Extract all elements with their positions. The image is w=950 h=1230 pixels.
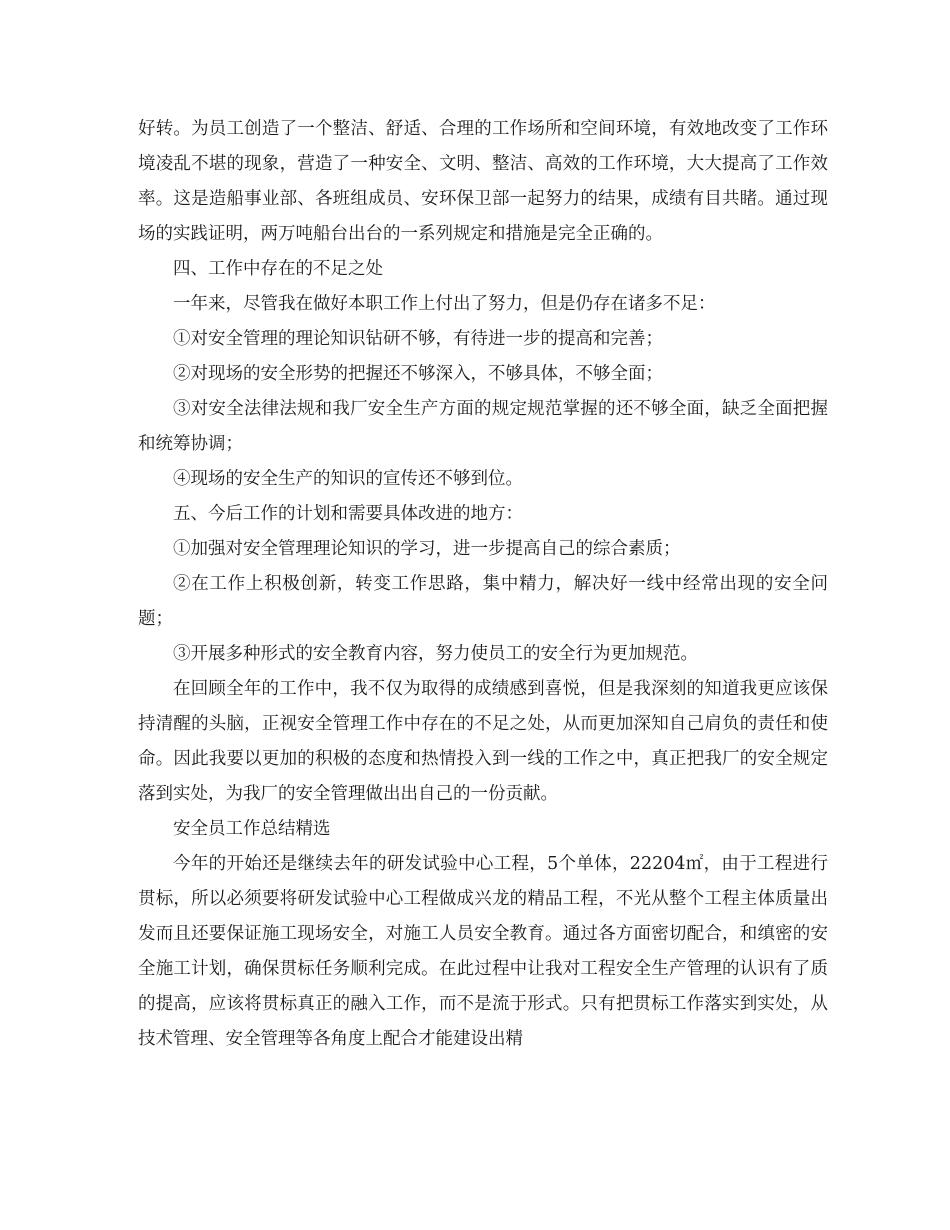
list-item-shortcoming-3: ③对安全法律法规和我厂安全生产方面的规定规范掌握的还不够全面，缺乏全面把握和统筹协调；: [138, 399, 828, 454]
list-item-shortcoming-4: ④现场的安全生产的知识的宣传还不够到位。: [173, 469, 523, 489]
section-heading-shortcomings: 四、工作中存在的不足之处: [173, 259, 383, 279]
document-body: [138, 112, 828, 1057]
paragraph-review: 在回顾全年的工作中，我不仅为取得的成绩感到喜悦，但是我深刻的知道我更应该保持清醒的头脑，正视安全管理工作中存在的不足之处，从而更加深知自己肩负的责任和使命。因此我要以更加的积极的态度和热情投入到一线的工作之中，真正把我厂的安全规定落到实处，为我厂的安全管理做出出自己的一份贡献。: [138, 679, 828, 804]
paragraph-shortcomings-intro: 一年来，尽管我在做好本职工作上付出了努力，但是仍存在诸多不足：: [173, 294, 716, 314]
list-item-shortcoming-1: ①对安全管理的理论知识钻研不够，有待进一步的提高和完善；: [173, 329, 663, 349]
list-item-plan-3: ③开展多种形式的安全教育内容，努力使员工的安全行为更加规范。: [173, 644, 698, 664]
list-item-plan-2: ②在工作上积极创新，转变工作思路，集中精力，解决好一线中经常出现的安全问题；: [138, 574, 828, 629]
list-item-plan-1: ①加强对安全管理理论知识的学习，进一步提高自己的综合素质；: [173, 539, 681, 559]
paragraph-summary: 今年的开始还是继续去年的研发试验中心工程，5个单体，22204㎡，由于工程进行贯标，所以必须要将研发试验中心工程做成兴龙的精品工程，不光从整个工程主体质量出发而且还要保证施工现场安全，对施工人员安全教育。通过各方面密切配合，和缜密的安全施工计划，确保贯标任务顺利完成。在此过程中让我对工程安全生产管理的认识有了质的提高，应该将贯标真正的融入工作，而不是流于形式。只有把贯标工作落实到实处，从技术管理、安全管理等各角度上配合才能建设出精: [138, 854, 828, 1049]
list-item-shortcoming-2: ②对现场的安全形势的把握还不够深入，不够具体，不够全面；: [173, 364, 663, 384]
section-heading-summary: 安全员工作总结精选: [173, 819, 331, 839]
paragraph-continuation: 好转。为员工创造了一个整洁、舒适、合理的工作场所和空间环境，有效地改变了工作环境凌乱不堪的现象，营造了一种安全、文明、整洁、高效的工作环境，大大提高了工作效率。这是造船事业部、各班组成员、安环保卫部一起努力的结果，成绩有目共睹。通过现场的实践证明，两万吨船台出台的一系列规定和措施是完全正确的。: [138, 119, 828, 244]
section-heading-plans: 五、今后工作的计划和需要具体改进的地方：: [173, 504, 523, 524]
